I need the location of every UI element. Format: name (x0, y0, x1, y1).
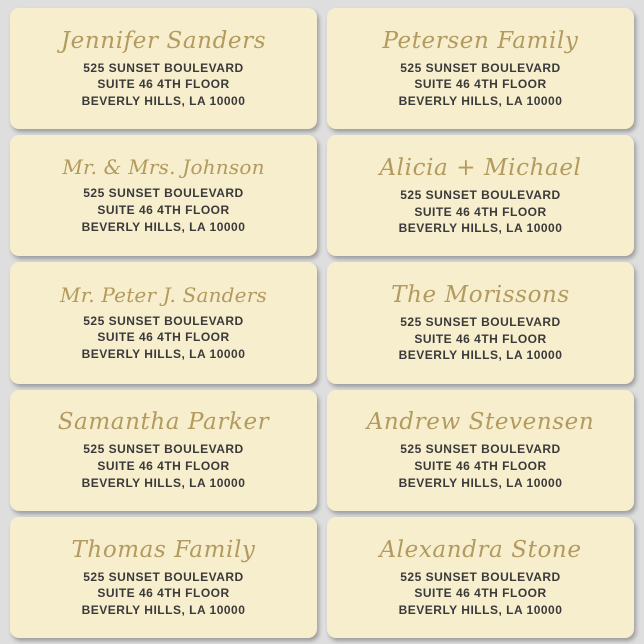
address-line-3: BEVERLY HILLS, LA 10000 (81, 475, 246, 490)
address-line-3: BEVERLY HILLS, LA 10000 (398, 348, 563, 363)
address-line-3: BEVERLY HILLS, LA 10000 (81, 93, 246, 108)
label-address (399, 314, 563, 364)
address-line-2: SUITE 46 4TH FLOOR (97, 458, 230, 473)
label-recipient-name: Petersen Family (382, 27, 579, 54)
address-line-1: 525 SUNSET BOULEVARD (83, 60, 244, 75)
address-line-1: 525 SUNSET BOULEVARD (83, 442, 244, 457)
address-label[interactable] (327, 135, 634, 256)
address-label[interactable] (327, 390, 634, 511)
address-label[interactable] (10, 8, 317, 129)
address-line-2: SUITE 46 4TH FLOOR (414, 458, 547, 473)
label-recipient-name: Mr. & Mrs. Johnson (62, 155, 265, 180)
address-line-2: SUITE 46 4TH FLOOR (97, 77, 230, 92)
address-line-2: SUITE 46 4TH FLOOR (97, 203, 230, 218)
address-line-2: SUITE 46 4TH FLOOR (414, 586, 547, 601)
label-address (82, 441, 246, 491)
address-line-2: SUITE 46 4TH FLOOR (97, 330, 230, 345)
label-address (82, 569, 246, 619)
label-recipient-name: Alexandra Stone (379, 536, 582, 563)
address-line-1: 525 SUNSET BOULEVARD (400, 442, 561, 457)
address-line-1: 525 SUNSET BOULEVARD (83, 186, 244, 201)
address-line-3: BEVERLY HILLS, LA 10000 (398, 221, 563, 236)
label-address (399, 187, 563, 237)
address-line-2: SUITE 46 4TH FLOOR (97, 586, 230, 601)
label-address (82, 313, 246, 363)
label-recipient-name: Alicia + Michael (379, 154, 582, 181)
address-line-1: 525 SUNSET BOULEVARD (400, 315, 561, 330)
address-line-2: SUITE 46 4TH FLOOR (414, 331, 547, 346)
label-address (399, 441, 563, 491)
address-line-2: SUITE 46 4TH FLOOR (414, 77, 547, 92)
address-label[interactable] (327, 517, 634, 638)
address-line-3: BEVERLY HILLS, LA 10000 (398, 475, 563, 490)
address-label[interactable] (10, 390, 317, 511)
label-recipient-name: Thomas Family (71, 536, 256, 563)
address-line-1: 525 SUNSET BOULEVARD (400, 569, 561, 584)
address-line-2: SUITE 46 4TH FLOOR (414, 204, 547, 219)
address-line-3: BEVERLY HILLS, LA 10000 (81, 346, 246, 361)
address-line-1: 525 SUNSET BOULEVARD (400, 188, 561, 203)
address-line-1: 525 SUNSET BOULEVARD (83, 569, 244, 584)
address-label[interactable] (10, 517, 317, 638)
label-address (82, 60, 246, 110)
label-address (399, 60, 563, 110)
address-line-1: 525 SUNSET BOULEVARD (83, 313, 244, 328)
label-recipient-name: Andrew Stevensen (366, 409, 595, 436)
address-line-3: BEVERLY HILLS, LA 10000 (398, 602, 563, 617)
label-recipient-name: Samantha Parker (57, 409, 270, 436)
address-label[interactable] (10, 135, 317, 256)
label-recipient-name: The Morissons (391, 282, 570, 309)
address-line-3: BEVERLY HILLS, LA 10000 (398, 93, 563, 108)
address-label[interactable] (10, 262, 317, 383)
label-recipient-name: Jennifer Sanders (60, 27, 267, 54)
label-recipient-name: Mr. Peter J. Sanders (60, 282, 267, 307)
address-line-3: BEVERLY HILLS, LA 10000 (81, 602, 246, 617)
address-label[interactable] (327, 262, 634, 383)
address-line-1: 525 SUNSET BOULEVARD (400, 60, 561, 75)
label-address (399, 569, 563, 619)
address-line-3: BEVERLY HILLS, LA 10000 (81, 219, 246, 234)
address-label[interactable] (327, 8, 634, 129)
label-address (82, 185, 246, 235)
